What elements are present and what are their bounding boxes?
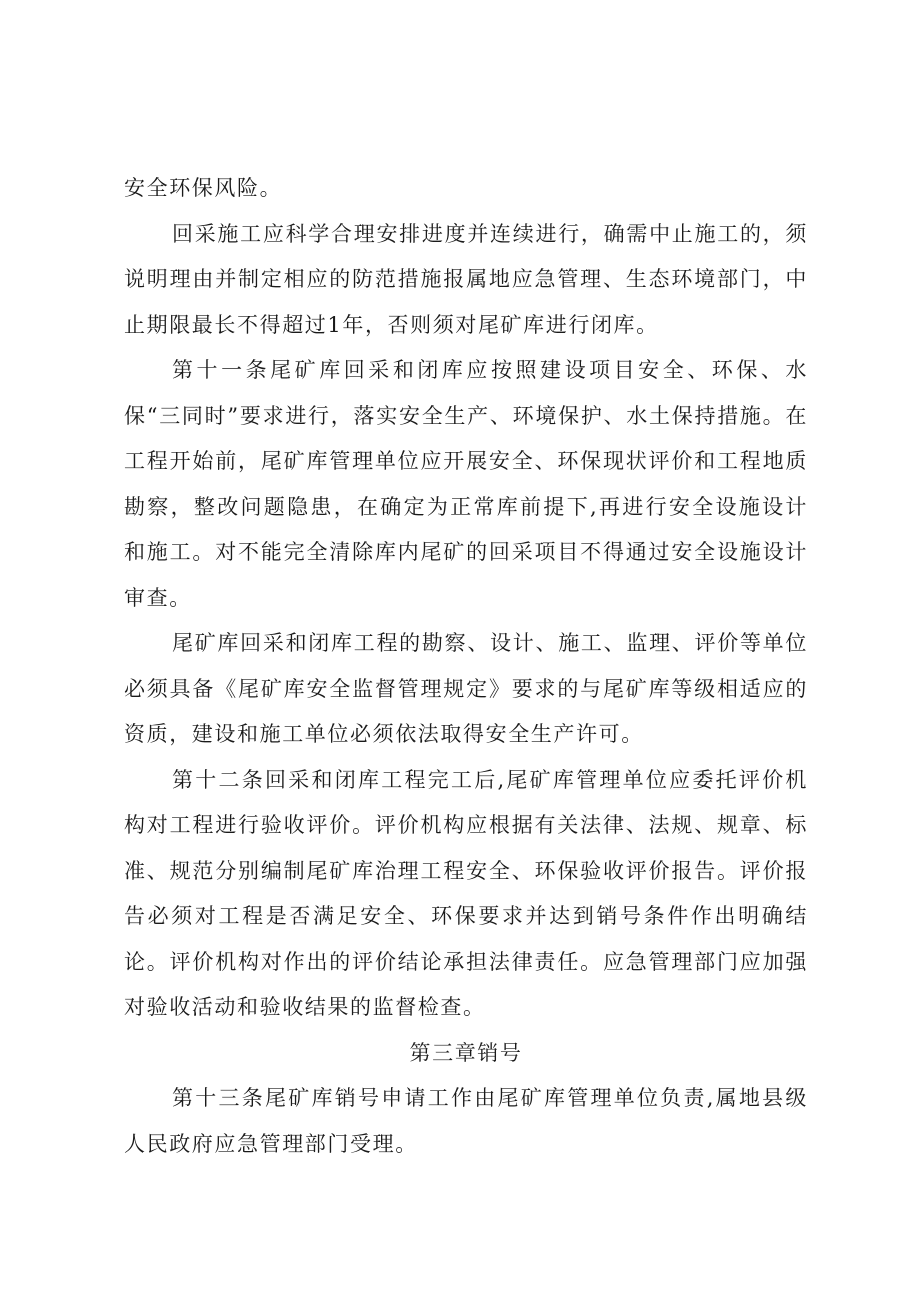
- paragraph-article-13: 第十三条尾矿库销号申请工作由尾矿库管理单位负责,属地县级人民政府应急管理部门受理。: [124, 1086, 808, 1156]
- paragraph-article-11: 第十一条尾矿库回采和闭库应按照建设项目安全、环保、水保“三同时”要求进行，落实安全生产、环境保护、水土保持措施。在工程开始前，尾矿库管理单位应开展安全、环保现状评价和工程地质勘察，整改问题隐患，在确定为正常库前提下,再进行安全设施设计和施工。对不能完全清除库内尾矿的回采项目不得通过安全设施设计审查。: [124, 358, 808, 610]
- chapter-heading: 第三章销号: [409, 1040, 523, 1065]
- paragraph-suspension-rules: 回采施工应科学合理安排进度并连续进行，确需中止施工的，须说明理由并制定相应的防范措施报属地应急管理、生态环境部门，中止期限最长不得超过1年，否则须对尾矿库进行闭库。: [124, 221, 808, 337]
- paragraph-qualifications: 尾矿库回采和闭库工程的勘察、设计、施工、监理、评价等单位必须具备《尾矿库安全监督管理规定》要求的与尾矿库等级相适应的资质，建设和施工单位必须依法取得安全生产许可。: [124, 631, 808, 746]
- paragraph-continuation: 安全环保风险。: [124, 176, 283, 200]
- paragraph-article-12: 第十二条回采和闭库工程完工后,尾矿库管理单位应委托评价机构对工程进行验收评价。评价机构应根据有关法律、法规、规章、标准、规范分别编制尾矿库治理工程安全、环保验收评价报告。评价报告必须对工程是否满足安全、环保要求并达到销号条件作出明确结论。评价机构对作出的评价结论承担法律责任。应急管理部门应加强对验收活动和验收结果的监督检查。: [124, 767, 808, 1019]
- document-body: [124, 166, 808, 1167]
